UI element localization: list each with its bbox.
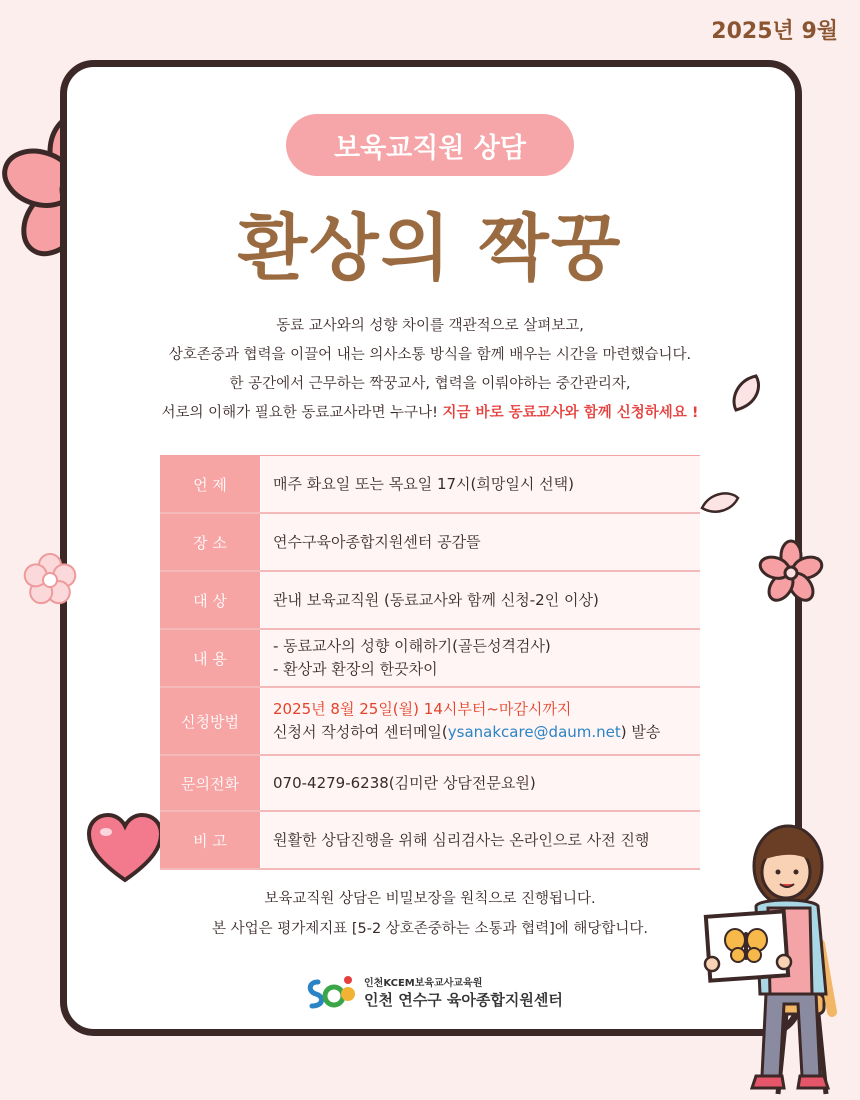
row-label: 비 고 bbox=[160, 812, 261, 868]
row-label: 대 상 bbox=[160, 572, 261, 628]
category-badge: 보육교직원 상담 bbox=[286, 114, 574, 176]
row-value bbox=[261, 688, 700, 754]
row-value: 매주 화요일 또는 목요일 17시(희망일시 선택) bbox=[261, 456, 700, 512]
content-line: - 환상과 환장의 한끗차이 bbox=[273, 660, 438, 678]
apply-prefix: 신청서 작성하여 센터메일( bbox=[273, 723, 448, 741]
intro-text bbox=[0, 312, 860, 428]
row-value: 연수구육아종합지원센터 공감뜰 bbox=[261, 514, 700, 570]
intro-line: 한 공간에서 근무하는 짝꿍교사, 협력을 이뤄야하는 중간관리자, bbox=[229, 376, 631, 392]
heart-icon bbox=[86, 812, 164, 884]
flower-icon bbox=[756, 538, 826, 608]
table-row bbox=[160, 572, 700, 630]
org-subtitle: 인천KCEM보육교사교육원 bbox=[364, 978, 483, 989]
intro-line: 동료 교사와의 성향 차이를 객관적으로 살펴보고, bbox=[276, 318, 584, 334]
row-value: 관내 보육교직원 (동료교사와 함께 신청-2인 이상) bbox=[261, 572, 700, 628]
org-name: 인천 연수구 육아종합지원센터 bbox=[364, 991, 563, 1009]
row-label: 장 소 bbox=[160, 514, 261, 570]
table-row bbox=[160, 456, 700, 514]
intro-text-plain: 서로의 이해가 필요한 동료교사라면 누구나! bbox=[161, 405, 443, 421]
organization-logo bbox=[304, 974, 563, 1010]
table-row bbox=[160, 630, 700, 688]
row-value bbox=[261, 630, 700, 686]
date-label: 2025년 9월 bbox=[711, 19, 838, 44]
content-line: - 동료교사의 성향 이해하기(골든성격검사) bbox=[273, 637, 551, 655]
email-link[interactable]: ysanakcare@daum.net bbox=[447, 723, 621, 741]
row-label: 문의전화 bbox=[160, 756, 261, 810]
intro-highlight: 지금 바로 동료교사와 함께 신청하세요 ! bbox=[442, 405, 699, 421]
apply-method bbox=[273, 721, 688, 744]
footer-line: 보육교직원 상담은 비밀보장을 원칙으로 진행됩니다. bbox=[264, 891, 596, 907]
row-value: 원활한 상담진행을 위해 심리검사는 온라인으로 사전 진행 bbox=[261, 812, 700, 868]
petal-icon bbox=[698, 488, 742, 520]
teacher-illustration-icon bbox=[700, 824, 860, 1100]
row-label: 내 용 bbox=[160, 630, 261, 686]
row-value: 070-4279-6238(김미란 상담전문요원) bbox=[261, 756, 700, 810]
row-label: 신청방법 bbox=[160, 688, 261, 754]
table-row bbox=[160, 514, 700, 572]
footer-line: 본 사업은 평가제지표 [5-2 상호존중하는 소통과 협력]에 해당합니다. bbox=[211, 921, 649, 937]
small-flower-icon bbox=[20, 550, 80, 610]
row-label: 언 제 bbox=[160, 456, 261, 512]
logo-icon bbox=[304, 974, 356, 1010]
apply-suffix: ) 발송 bbox=[620, 723, 661, 741]
table-row bbox=[160, 688, 700, 756]
table-row bbox=[160, 812, 700, 870]
intro-line bbox=[0, 399, 860, 428]
table-row bbox=[160, 756, 700, 812]
page-title: 환상의 짝꿍 bbox=[237, 206, 623, 290]
butterfly-icon bbox=[725, 929, 767, 962]
apply-period: 2025년 8월 25일(월) 14시부터~마감시까지 bbox=[273, 700, 572, 718]
info-table bbox=[160, 455, 700, 870]
intro-line: 상호존중과 협력을 이끌어 내는 의사소통 방식을 함께 배우는 시간을 마련했습니다. bbox=[168, 347, 692, 363]
